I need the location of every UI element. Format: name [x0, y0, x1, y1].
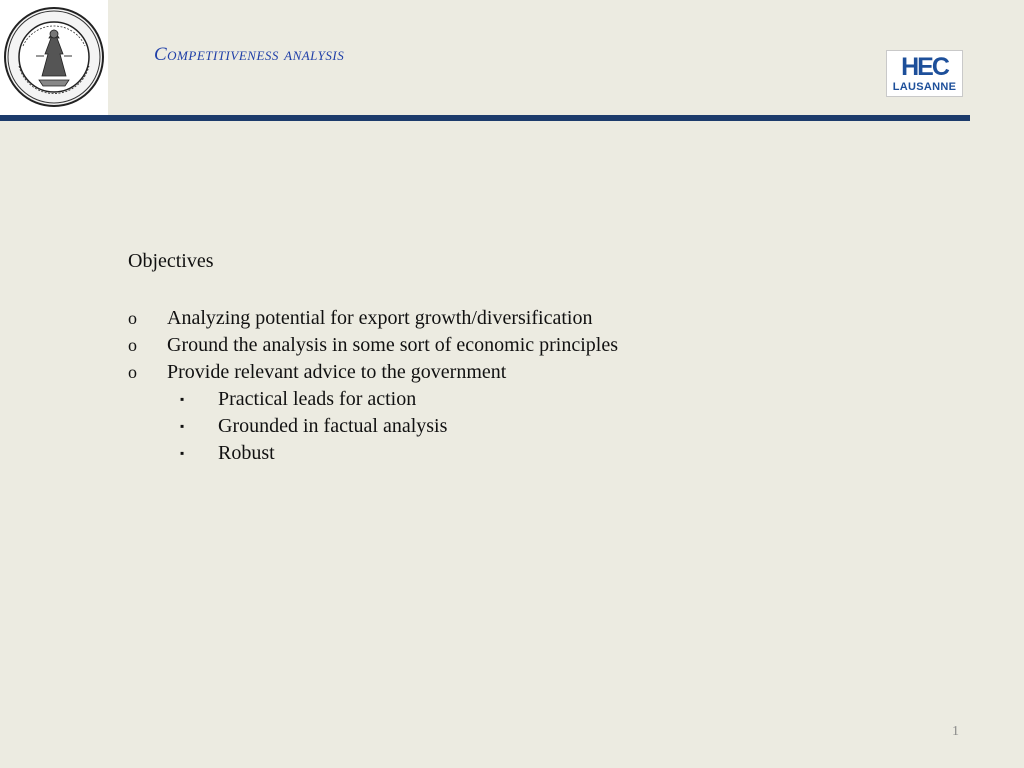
page-number: 1 [952, 724, 959, 739]
header-divider [0, 115, 970, 121]
logo-wordmark: HEC [901, 53, 948, 81]
hec-lausanne-logo [886, 50, 963, 97]
circle-bullet-icon: o [128, 308, 137, 328]
list-item [128, 359, 618, 386]
circle-bullet-icon: o [128, 362, 137, 382]
section-heading: Objectives [128, 250, 214, 272]
list-item [128, 305, 618, 332]
square-bullet-icon: ▪ [180, 419, 185, 433]
sub-list-item [128, 440, 618, 467]
sub-list-item [128, 413, 618, 440]
sub-list-item-text: Robust [218, 442, 275, 464]
list-item-text: Analyzing potential for export growth/diversification [167, 307, 593, 329]
sub-list-item-text: Grounded in factual analysis [218, 415, 448, 437]
logo-subtitle: LAUSANNE [892, 81, 957, 93]
seal-box [0, 0, 108, 116]
circle-bullet-icon: o [128, 335, 137, 355]
list-item [128, 332, 618, 359]
list-item-text: Provide relevant advice to the government [167, 361, 507, 383]
sub-list-item [128, 386, 618, 413]
sub-list-item-text: Practical leads for action [218, 388, 417, 410]
objectives-list [128, 305, 618, 467]
square-bullet-icon: ▪ [180, 392, 185, 406]
square-bullet-icon: ▪ [180, 446, 185, 460]
slide-title: Competitiveness analysis [154, 44, 345, 65]
university-seal-icon [3, 6, 105, 108]
list-item-text: Ground the analysis in some sort of economic principles [167, 334, 619, 356]
slide-body [128, 247, 618, 467]
